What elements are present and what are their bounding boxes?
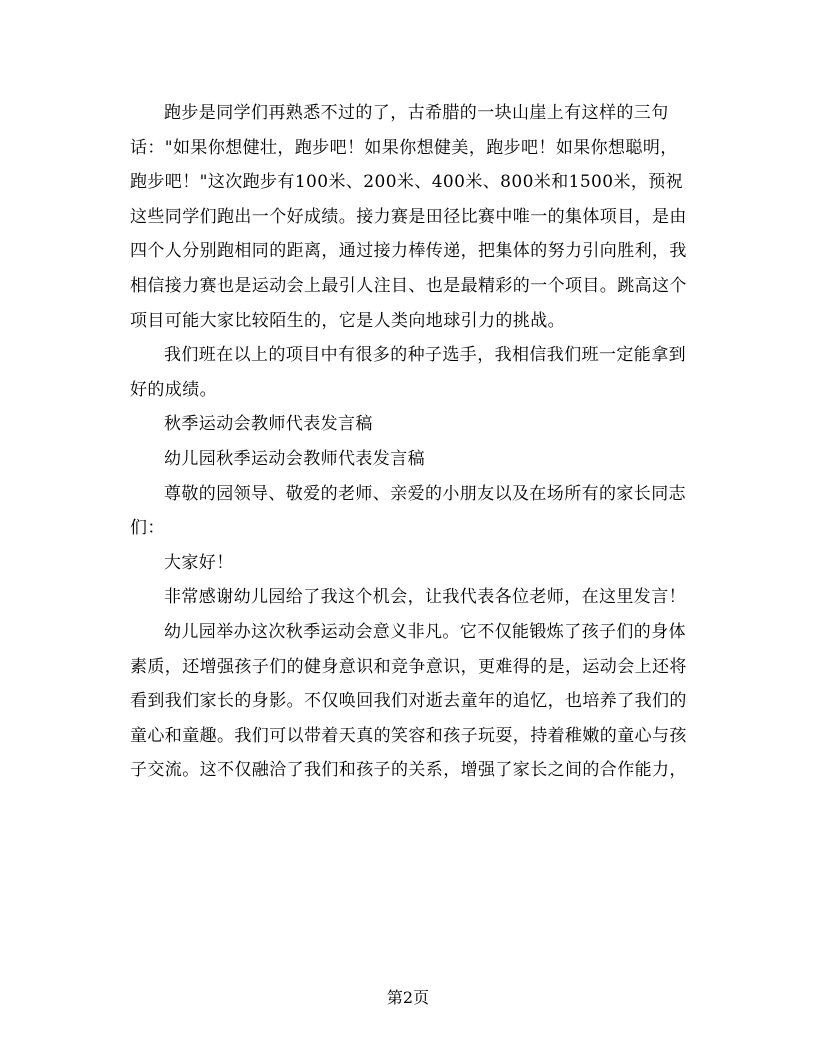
paragraph-running: 跑步是同学们再熟悉不过的了，古希腊的一块山崖上有这样的三句话："如果你想健壮，跑步吧！如果你想健美，跑步吧！如果你想聪明，跑步吧！"这次跑步有100米、200米、400米、800米和1500米，预祝这些同学们跑出一个好成绩。接力赛是田径比赛中唯一的集体项目，是由四个人分别跑相同的距离，通过接力棒传递，把集体的努力引向胜利，我相信接力赛也是运动会上最引人注目、也是最精彩的一个项目。跳高这个项目可能大家比较陌生的，它是人类向地球引力的挑战。 — [130, 103, 687, 331]
document-body — [130, 96, 690, 788]
greeting: 大家好！ — [164, 552, 234, 573]
paragraph-significance: 幼儿园举办这次秋季运动会意义非凡。它不仅能锻炼了孩子们的身体素质，还增强孩子们的健身意识和竞争意识，更难得的是，运动会上还将看到我们家长的身影。不仅唤回我们对逝去童年的追忆，也培养了我们的童心和童趣。我们可以带着天真的笑容和孩子玩耍，持着稚嫩的童心与孩子交流。这不仅融洽了我们和孩子的关系，增强了家长之间的合作能力， — [130, 621, 687, 781]
page-number: 第2页 — [386, 988, 430, 1007]
paragraph-thanks: 非常感谢幼儿园给了我这个机会，让我代表各位老师，在这里发言！ — [164, 587, 686, 608]
section-heading: 秋季运动会教师代表发言稿 — [164, 414, 373, 435]
salutation: 尊敬的园领导、敬爱的老师、亲爱的小朋友以及在场所有的家长同志们： — [130, 483, 686, 539]
paragraph-class-athletes: 我们班在以上的项目中有很多的种子选手，我相信我们班一定能拿到好的成绩。 — [130, 345, 686, 400]
speech-title: 幼儿园秋季运动会教师代表发言稿 — [164, 448, 425, 469]
